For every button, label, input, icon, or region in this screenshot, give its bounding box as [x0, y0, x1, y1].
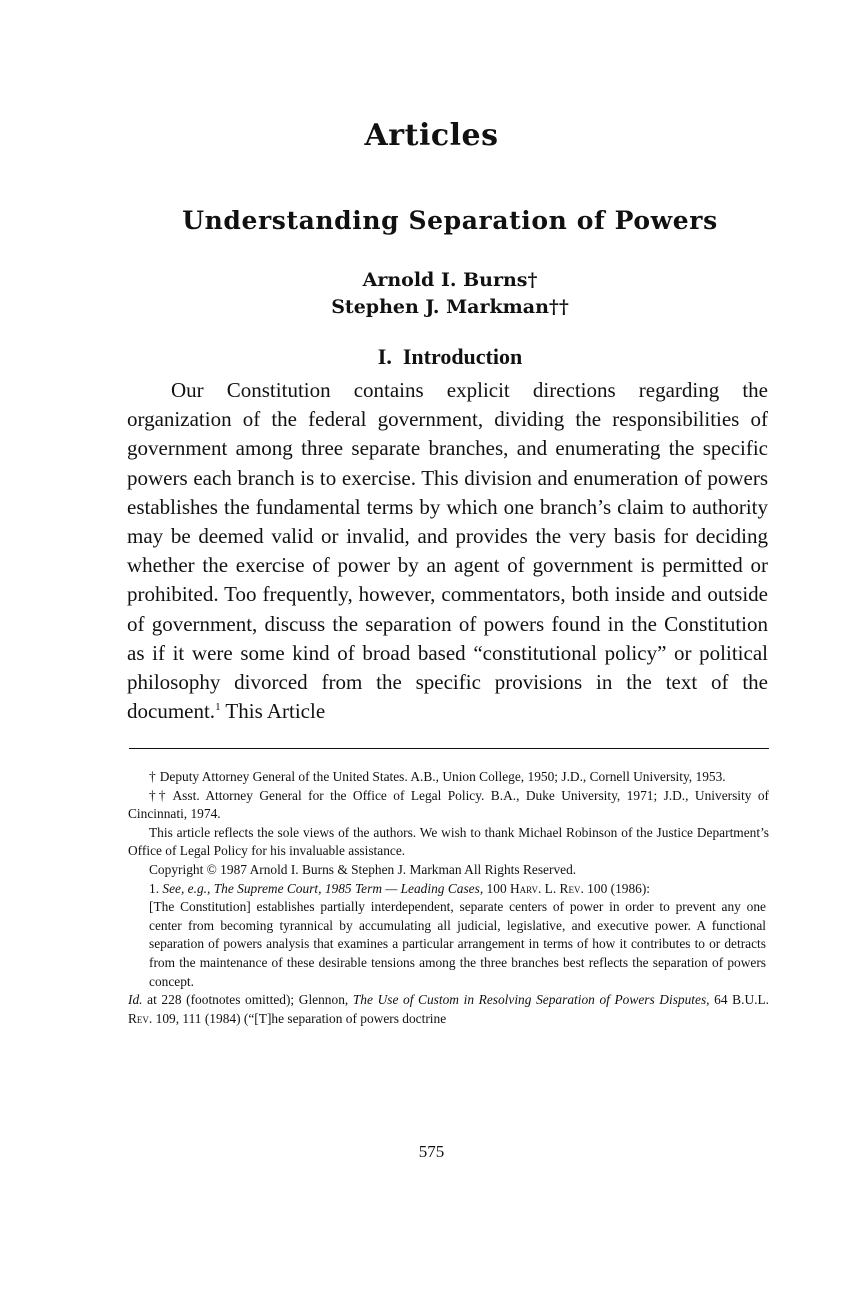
footnote-continuation — [128, 991, 769, 1028]
citation-id: Id. — [128, 992, 143, 1008]
footnote-mark: †† — [149, 787, 169, 803]
footnotes — [128, 768, 769, 1028]
author-footnote-mark: † — [527, 269, 538, 291]
citation-volume: 100 — [486, 880, 507, 896]
footnote-reference: 1 — [215, 701, 221, 714]
citation-text: at 228 (footnotes omitted); Glennon, — [142, 992, 353, 1008]
author-markman — [0, 294, 863, 321]
citation-text: 109, 111 (1984) (“[T]he separation of powers doctrine — [152, 1010, 447, 1026]
page-number: 575 — [418, 1142, 445, 1161]
footnote-copyright: Copyright © 1987 Arnold I. Burns & Stephen J. Markman All Rights Reserved. — [149, 861, 577, 877]
citation-reporter: Rev. — [128, 1010, 153, 1026]
footnote-acknowledgment: This article reflects the sole views of the authors. We wish to thank Michael Robinson of the Justice Department’s Office of Legal Policy for his invaluable assistance. — [128, 824, 769, 859]
footnote-divider — [129, 748, 769, 749]
block-quote: [The Constitution] establishes partially interdependent, separate centers of power in order to prevent any one center from becoming tyrannical by accumulating all judicial, legislative, and executive power. A functional separation of powers analysis that examines a particular arrangement in terms of how it contributes to or detracts from the maintenance of these desirable tensions among the three branches best reflects the separation of powers concept. — [149, 899, 766, 989]
citation-reporter: Harv. L. Rev. — [510, 880, 584, 896]
footnote-text: Asst. Attorney General for the Office of Legal Policy. B.A., Duke University, 1971; J.D., University of Cincinnati, 1974. — [128, 787, 769, 822]
footnote-number: 1. — [149, 880, 160, 896]
body-text-main: Our Constitution contains explicit directions regarding the organization of the federal government, dividing the responsibilities of government among three separate branches, and enumerating the specific powers each branch is to exercise. This division and enumeration of powers establishes the fundamental terms by which one branch’s claim to authority may be deemed valid or invalid, and provides the very basis for deciding whether the exercise of power by an agent of government is permitted or prohibited. Too frequently, however, commentators, both inside and outside of government, discuss the separation of powers found in the Constitution as if it were some kind of broad based “constitutional policy” or political philosophy divorced from the specific provisions in the text of the document. — [127, 378, 768, 724]
citation-rest: 100 (1986): — [587, 880, 651, 896]
author-burns — [0, 267, 863, 294]
author-footnote-mark: †† — [548, 296, 569, 318]
footnote-text: Deputy Attorney General of the United States. A.B., Union College, 1950; J.D., Cornell University, 1953. — [159, 769, 726, 784]
part-heading: I. Introduction — [377, 344, 523, 369]
citation-article-title: The Use of Custom in Resolving Separation of Powers Disputes, — [352, 992, 710, 1008]
citation-signal: See, e.g., — [162, 880, 211, 896]
body-text-tail: This Article — [220, 699, 326, 724]
author-name: Arnold I. Burns — [362, 269, 528, 291]
citation-case-title: The Supreme Court, 1985 Term — Leading Cases, — [213, 880, 484, 896]
article-title: Understanding Separation of Powers — [182, 206, 718, 235]
footnote-double-dagger — [128, 787, 769, 824]
footnote-dagger — [128, 768, 769, 787]
body-paragraph — [127, 376, 768, 726]
author-name: Stephen J. Markman — [331, 296, 549, 318]
footnote-1 — [128, 880, 769, 899]
author-list — [0, 267, 863, 321]
footnote-mark: † — [149, 769, 156, 784]
section-heading: Articles — [364, 118, 499, 153]
citation-text: 64 B.U.L. — [709, 992, 769, 1008]
